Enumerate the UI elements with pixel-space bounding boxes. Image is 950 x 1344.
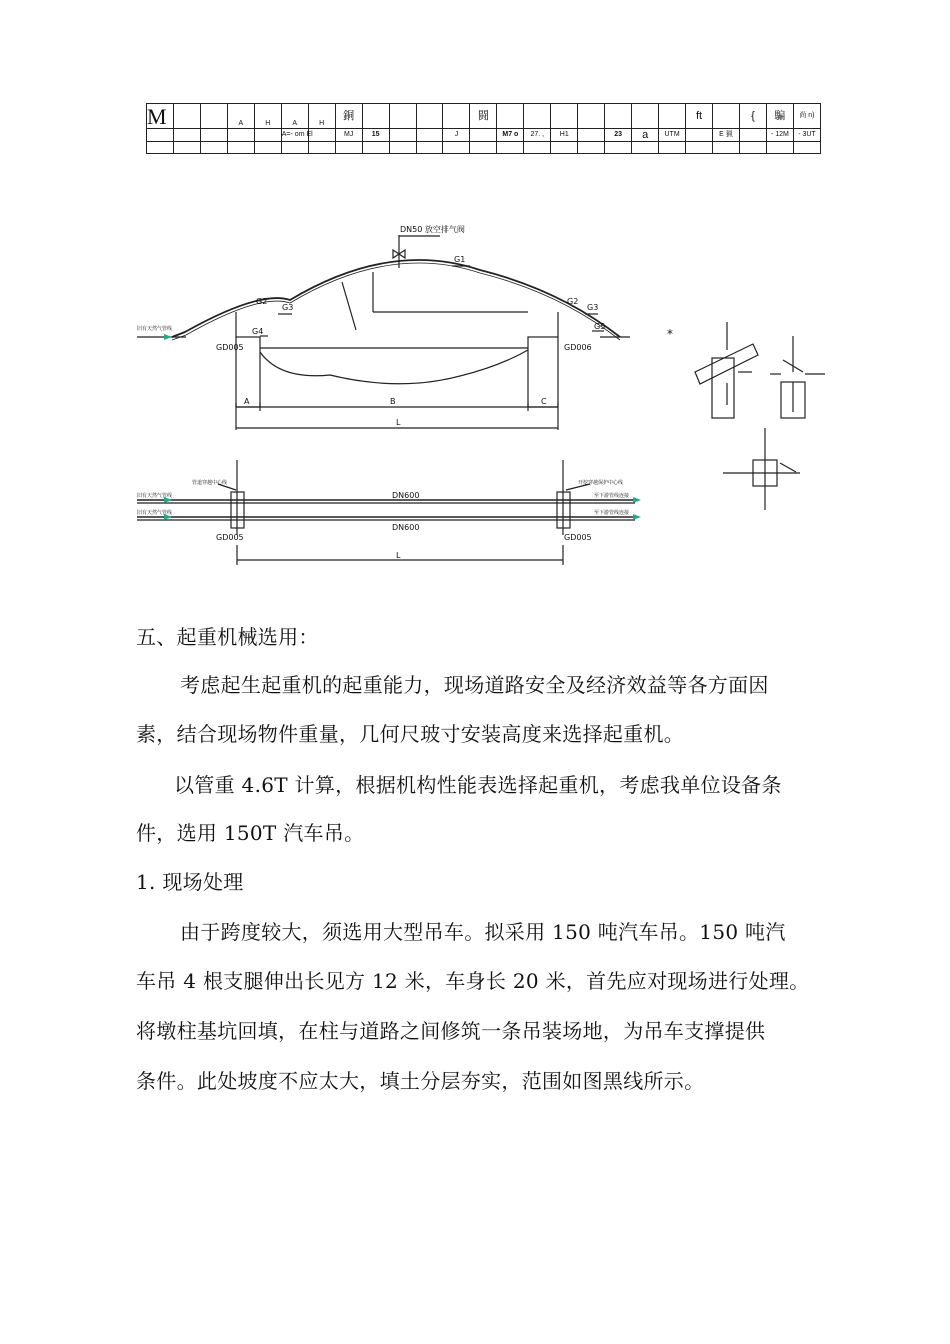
label-gd005: GD005 [216, 343, 244, 352]
table-cell: - 12M [766, 129, 793, 142]
left-note: 旧有天然气管线 [137, 326, 173, 332]
table-cell: 尚 n) [793, 104, 820, 129]
label-g3-right: G3 [587, 303, 599, 312]
asterisk: * [667, 327, 673, 341]
label-g3: G3 [282, 303, 294, 312]
table-cell [686, 129, 713, 142]
table-cell [254, 129, 281, 142]
table-cell: 銅 [335, 104, 362, 129]
label-c: C [541, 397, 547, 406]
label-gd006: GD006 [564, 343, 592, 352]
label-l-plan: L [396, 551, 401, 560]
plan-right-note-bottom: 至下游管线连接 [594, 510, 630, 516]
table-cell: UTM [659, 129, 686, 142]
section-heading: 五、起重机械选用： [136, 625, 319, 649]
data-table [146, 103, 821, 154]
plan-left-note-bottom: 旧有天然气管线 [137, 510, 173, 516]
table-cell: 闘 [470, 104, 497, 129]
label-dn600-bottom: DN600 [392, 523, 420, 532]
table-cell [443, 104, 470, 129]
label-g5: G5 [594, 322, 606, 331]
table-cell: 27. , [524, 129, 551, 142]
table-cell: M7 o [497, 129, 524, 142]
label-g2-right: G2 [567, 297, 579, 306]
plan-right-tag: 开挖穿越保护中心线 [578, 480, 624, 486]
table-cell [416, 104, 443, 129]
table-cell [200, 129, 227, 142]
table-cell: a [632, 129, 659, 142]
table-cell: 15 [362, 129, 389, 142]
paragraph-line: 条件。此处坡度不应太大，填土分层夯实，范围如图黑线所示。 [136, 1069, 705, 1093]
paragraph-line: 以管重 4.6T 计算，根据机构性能表选择起重机，考虑我单位设备条 [174, 773, 782, 797]
table-cell [524, 104, 551, 129]
plan-left-tag: 管道穿越中心线 [192, 480, 228, 486]
table-cell: 23 [605, 129, 632, 142]
table-cell: A [227, 104, 254, 129]
paragraph-line: 车吊 4 根支腿伸出长见方 12 米，车身长 20 米，首先应对现场进行处理。 [136, 969, 810, 993]
table-cell: H [254, 104, 281, 129]
table-cell: J [443, 129, 470, 142]
table-cell [389, 104, 416, 129]
table-cell: 騙 [766, 104, 793, 129]
table-cell: - 3UT [793, 129, 820, 142]
table-cell [739, 129, 766, 142]
table-cell [713, 104, 740, 129]
table-cell [389, 129, 416, 142]
table-cell [551, 104, 578, 129]
label-g2: G2 [256, 297, 268, 306]
table-cell: H [308, 104, 335, 129]
label-g1: G1 [454, 255, 466, 264]
paragraph-line: 件，选用 150T 汽车吊。 [136, 821, 365, 845]
table-cell [659, 104, 686, 129]
table-cell [173, 104, 200, 129]
valve-label: DN50 放空排气阀 [400, 225, 465, 234]
table-cell: MJ [335, 129, 362, 142]
paragraph-line: 素，结合现场物件重量，几何尺玻寸安装高度来选择起重机。 [136, 722, 685, 746]
label-a: A [244, 397, 250, 406]
table-cell [497, 104, 524, 129]
table-cell [416, 129, 443, 142]
table-cell: A=- om El [281, 129, 308, 142]
label-b: B [390, 397, 396, 406]
table-cell [605, 104, 632, 129]
table-cell: M [147, 104, 174, 129]
label-l: L [396, 418, 401, 427]
table-cell: { [739, 104, 766, 129]
table-cell: H1 [551, 129, 578, 142]
paragraph-line: 考虑起生起重机的起重能力，现场道路安全及经济效益等各方面因 [180, 673, 769, 697]
table-cell [632, 104, 659, 129]
table-cell [200, 104, 227, 129]
table-cell: E 猟 [713, 129, 740, 142]
table-cell [362, 104, 389, 129]
paragraph-line: 由于跨度较大，须选用大型吊车。拟采用 150 吨汽车吊。150 吨汽 [180, 920, 786, 944]
table-cell [227, 129, 254, 142]
plan-right-note-top: 至下游管线连接 [594, 493, 630, 499]
plan-left-note-top: 旧有天然气管线 [137, 493, 173, 499]
label-gd005-plan-right: GD005 [564, 533, 592, 542]
table-cell [147, 129, 174, 142]
table-cell [578, 104, 605, 129]
sub-heading: 1. 现场处理 [136, 870, 244, 894]
paragraph-line: 将墩柱基坑回填，在柱与道路之间修筑一条吊装场地，为吊车支撑提供 [136, 1019, 766, 1043]
table-cell [470, 129, 497, 142]
label-dn600-top: DN600 [392, 491, 420, 500]
table-cell [173, 129, 200, 142]
table-cell: ft [686, 104, 713, 129]
label-g4: G4 [252, 327, 264, 336]
label-gd005-plan: GD005 [216, 533, 244, 542]
table-cell: A [281, 104, 308, 129]
table-cell [578, 129, 605, 142]
engineering-drawing [0, 200, 950, 580]
